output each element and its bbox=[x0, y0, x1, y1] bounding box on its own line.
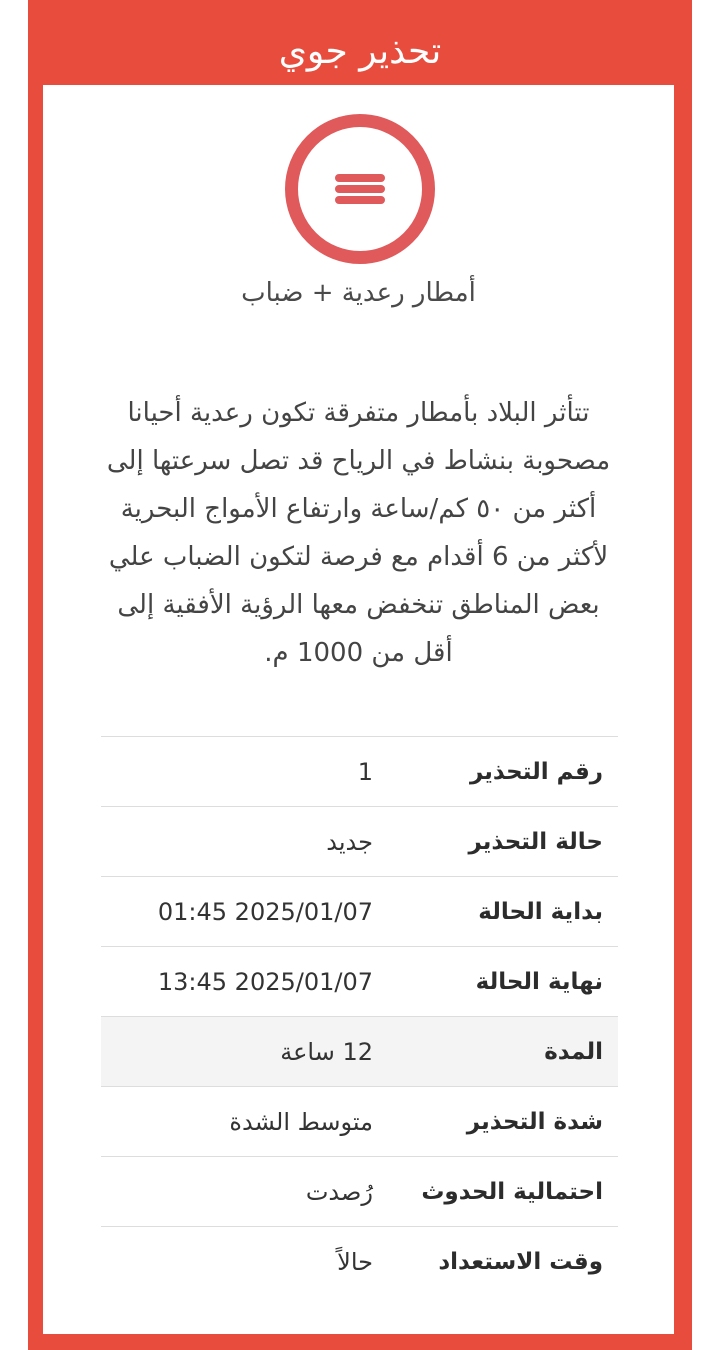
detail-value: 1 bbox=[357, 757, 373, 786]
detail-row-warning-status bbox=[101, 807, 618, 877]
detail-row-duration bbox=[101, 1017, 618, 1087]
detail-value: متوسط الشدة bbox=[229, 1107, 373, 1136]
warning-description: تتأثر البلاد بأمطار متفرقة تكون رعدية أحيانا مصحوبة بنشاط في الرياح قد تصل سرعتها إلى أكثر من ٥٠ كم/ساعة وارتفاع الأمواج البحرية لأكثر من 6 أقدام مع فرصة لتكون الضباب علي بعض المناطق تنخفض معها الرؤية الأفقية إلى أقل من 1000 م. bbox=[106, 398, 611, 668]
detail-value: 2025/01/07 13:45 bbox=[157, 967, 373, 996]
warning-frame bbox=[28, 0, 692, 1350]
icon-line bbox=[335, 174, 385, 182]
detail-label: رقم التحذير bbox=[469, 758, 603, 785]
detail-value: حالاً bbox=[337, 1248, 373, 1276]
detail-label: احتمالية الحدوث bbox=[421, 1178, 603, 1205]
icon-line bbox=[335, 196, 385, 204]
detail-row-warning-number bbox=[101, 737, 618, 807]
detail-row-severity bbox=[101, 1087, 618, 1157]
detail-value: جديد bbox=[326, 827, 373, 856]
details-table bbox=[101, 736, 618, 1297]
detail-value: رُصدت bbox=[305, 1177, 373, 1206]
detail-label: بداية الحالة bbox=[478, 898, 603, 925]
warning-type: أمطار رعدية + ضباب bbox=[241, 278, 476, 308]
detail-row-probability bbox=[101, 1157, 618, 1227]
detail-label: حالة التحذير bbox=[468, 828, 603, 855]
page-title: تحذير جوي bbox=[278, 31, 442, 72]
detail-value: 2025/01/07 01:45 bbox=[157, 897, 373, 926]
detail-label: نهاية الحالة bbox=[475, 968, 603, 995]
warning-card bbox=[43, 85, 674, 1334]
menu-lines-icon bbox=[285, 114, 435, 264]
detail-row-readiness-time bbox=[101, 1227, 618, 1297]
detail-row-end-time bbox=[101, 947, 618, 1017]
detail-row-start-time bbox=[101, 877, 618, 947]
detail-label: المدة bbox=[544, 1038, 603, 1065]
detail-label: شدة التحذير bbox=[466, 1108, 603, 1135]
detail-label: وقت الاستعداد bbox=[438, 1249, 603, 1275]
detail-value: 12 ساعة bbox=[280, 1037, 373, 1066]
icon-line bbox=[335, 185, 385, 193]
